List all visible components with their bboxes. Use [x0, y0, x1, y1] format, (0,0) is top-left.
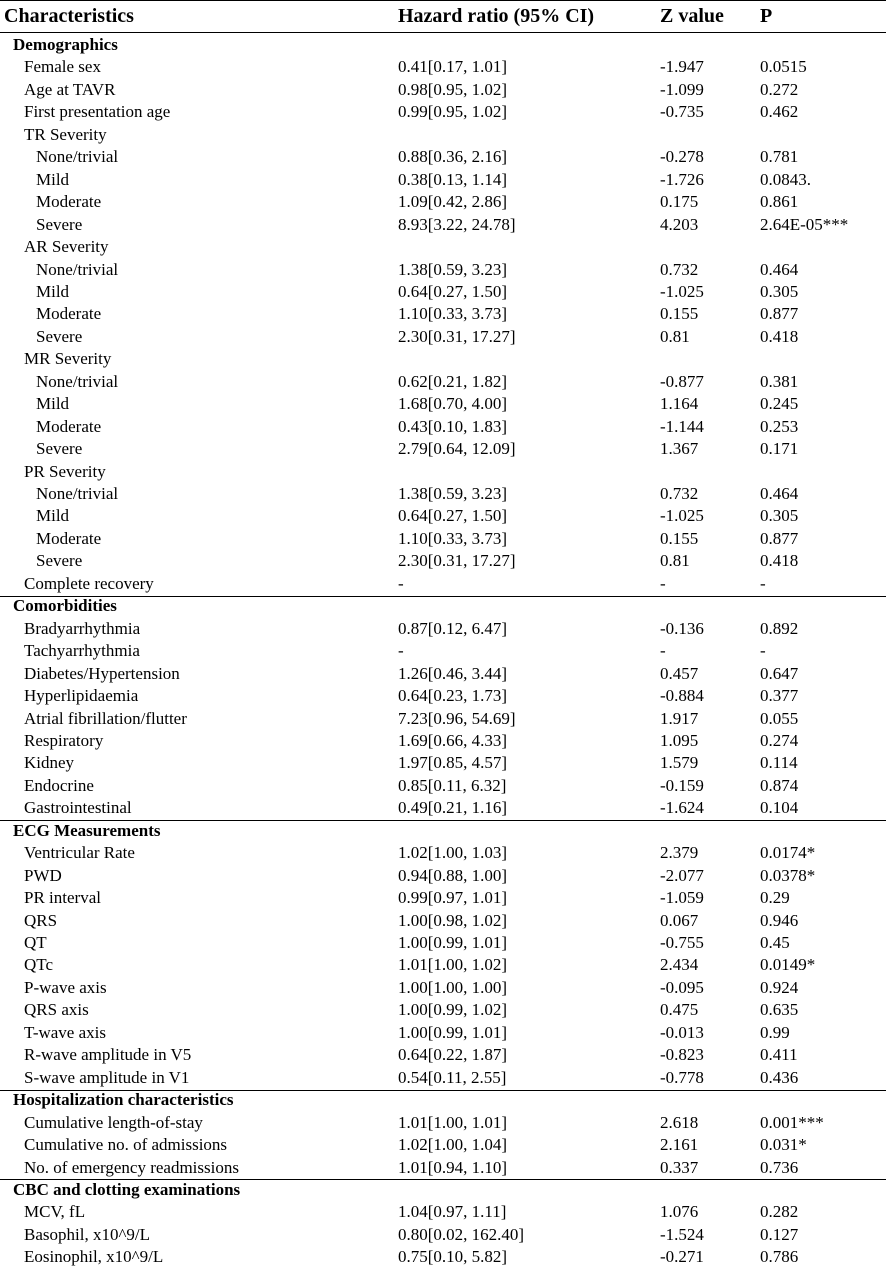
z-value-cell: -0.884 — [660, 686, 704, 706]
row-label: None/trivial — [36, 147, 119, 167]
z-value-cell: -1.059 — [660, 888, 704, 908]
z-value-cell: -0.877 — [660, 371, 704, 391]
p-value-cell: 0.464 — [760, 259, 799, 279]
section-heading-row — [0, 1089, 886, 1112]
section-rule — [0, 1090, 886, 1091]
hazard-ratio-cell: 1.69[0.66, 4.33] — [398, 730, 508, 750]
row-label: Moderate — [36, 416, 102, 436]
row-label: T-wave axis — [24, 1022, 106, 1042]
z-value-cell: 1.164 — [660, 394, 699, 414]
row-label: None/trivial — [36, 371, 119, 391]
table-row — [0, 1112, 886, 1135]
p-value-cell: - — [760, 641, 766, 661]
hazard-ratio-cell: 0.38[0.13, 1.14] — [398, 169, 508, 189]
p-value-cell: 0.861 — [760, 192, 799, 212]
table-row — [0, 887, 886, 910]
row-label: Atrial fibrillation/flutter — [24, 708, 187, 728]
row-label: S-wave amplitude in V1 — [24, 1067, 190, 1087]
row-label: Kidney — [24, 753, 75, 773]
hazard-ratio-cell: 0.88[0.36, 2.16] — [398, 147, 508, 167]
row-label: QT — [24, 933, 47, 952]
table-row — [0, 303, 886, 326]
table-row — [0, 1067, 886, 1090]
hazard-ratio-cell: 0.99[0.97, 1.01] — [398, 888, 508, 908]
row-label: Diabetes/Hypertension — [24, 663, 180, 683]
z-value-cell: -0.823 — [660, 1045, 704, 1065]
p-value-cell: 0.171 — [760, 439, 799, 459]
z-value-cell: -1.025 — [660, 281, 704, 301]
row-label: None/trivial — [36, 259, 119, 279]
row-label: Moderate — [36, 192, 102, 212]
hazard-ratio-cell: 2.79[0.64, 12.09] — [398, 439, 516, 459]
hazard-ratio-cell: 1.00[0.98, 1.02] — [398, 910, 508, 930]
table-row — [0, 573, 886, 596]
table-row — [0, 730, 886, 753]
p-value-cell: 0.874 — [760, 775, 799, 795]
hazard-ratio-cell: 1.02[1.00, 1.03] — [398, 843, 508, 863]
table-row — [0, 461, 886, 484]
z-value-cell: 0.155 — [660, 304, 699, 324]
row-label: No. of emergency readmissions — [24, 1157, 239, 1177]
row-label: Basophil, x10^9/L — [24, 1224, 151, 1244]
hazard-ratio-cell: 0.75[0.10, 5.82] — [398, 1247, 508, 1267]
section-heading-row — [0, 595, 886, 618]
hazard-ratio-cell: 0.80[0.02, 162.40] — [398, 1224, 525, 1244]
table-row — [0, 124, 886, 147]
row-label: PR Severity — [24, 461, 106, 481]
hazard-ratio-cell: 8.93[3.22, 24.78] — [398, 214, 516, 234]
hazard-ratio-cell: 1.01[0.94, 1.10] — [398, 1157, 508, 1177]
hazard-ratio-cell: 0.64[0.27, 1.50] — [398, 281, 508, 301]
z-value-cell: -0.136 — [660, 618, 704, 638]
table-row — [0, 1134, 886, 1157]
p-value-cell: 0.305 — [760, 281, 799, 301]
p-value-cell: 0.786 — [760, 1247, 799, 1267]
p-value-cell: 0.104 — [760, 798, 799, 818]
hazard-ratio-cell: 1.10[0.33, 3.73] — [398, 304, 508, 324]
hazard-ratio-cell: 0.94[0.88, 1.00] — [398, 865, 508, 885]
row-label: Respiratory — [24, 730, 104, 750]
table-row — [0, 1044, 886, 1067]
hazard-ratio-cell: 1.97[0.85, 4.57] — [398, 753, 508, 773]
section-heading-row — [0, 1179, 886, 1202]
p-value-cell: 0.418 — [760, 551, 799, 571]
row-label: Tachyarrhythmia — [24, 641, 140, 661]
p-value-cell: 0.381 — [760, 371, 799, 391]
table-header — [0, 0, 886, 33]
p-value-cell: 0.282 — [760, 1202, 799, 1222]
p-value-cell: 0.031* — [760, 1135, 807, 1155]
table-row — [0, 79, 886, 102]
p-value-cell: 0.0174* — [760, 843, 816, 863]
row-label: None/trivial — [36, 484, 119, 503]
table-row — [0, 618, 886, 641]
hazard-ratio-cell: - — [398, 573, 404, 593]
z-value-cell: 0.732 — [660, 484, 699, 503]
section-heading: CBC and clotting examinations — [13, 1179, 241, 1199]
table-row — [0, 371, 886, 394]
table-row — [0, 640, 886, 663]
z-value-cell: - — [660, 573, 666, 593]
z-value-cell: -1.025 — [660, 506, 704, 526]
table-row — [0, 865, 886, 888]
p-value-cell: 0.127 — [760, 1224, 799, 1244]
table-row — [0, 146, 886, 169]
row-label: QRS — [24, 910, 58, 930]
row-label: TR Severity — [24, 124, 107, 144]
p-value-cell: 0.055 — [760, 708, 799, 728]
p-value-cell: 0.0515 — [760, 57, 807, 77]
row-label: Moderate — [36, 304, 102, 324]
row-label: PWD — [24, 865, 62, 885]
p-value-cell: 0.0149* — [760, 955, 816, 975]
table-row — [0, 528, 886, 551]
p-value-cell: 0.274 — [760, 730, 799, 750]
z-value-cell: 4.203 — [660, 214, 699, 234]
hazard-ratio-cell: 1.00[1.00, 1.00] — [398, 977, 508, 997]
table-row — [0, 438, 886, 461]
p-value-cell: 0.0843. — [760, 169, 811, 189]
z-value-cell: 0.457 — [660, 663, 699, 683]
z-value-cell: 1.917 — [660, 708, 699, 728]
hazard-ratio-cell: 0.54[0.11, 2.55] — [398, 1067, 507, 1087]
z-value-cell: 2.434 — [660, 955, 699, 975]
section-heading: Hospitalization characteristics — [13, 1090, 234, 1110]
z-value-cell: 1.579 — [660, 753, 699, 773]
hazard-ratio-cell: 1.02[1.00, 1.04] — [398, 1135, 508, 1155]
hazard-ratio-cell: 0.99[0.95, 1.02] — [398, 102, 508, 122]
row-label: Gastrointestinal — [24, 798, 132, 818]
header-hazard-ratio: Hazard ratio (95% CI) — [398, 5, 595, 27]
row-label: MR Severity — [24, 349, 112, 369]
p-value-cell: 0.411 — [760, 1045, 798, 1065]
p-value-cell: 0.946 — [760, 910, 799, 930]
row-label: Eosinophil, x10^9/L — [24, 1247, 164, 1267]
table-row — [0, 393, 886, 416]
row-label: PR interval — [24, 888, 101, 908]
table-row — [0, 1022, 886, 1045]
p-value-cell: 0.418 — [760, 326, 799, 346]
p-value-cell: 0.272 — [760, 79, 799, 99]
hazard-ratio-cell: 1.38[0.59, 3.23] — [398, 259, 508, 279]
z-value-cell: 0.175 — [660, 192, 699, 212]
header-characteristics: Characteristics — [4, 5, 134, 27]
row-label: Age at TAVR — [24, 79, 116, 99]
table-row — [0, 999, 886, 1022]
hazard-ratio-cell: 1.00[0.99, 1.01] — [398, 1022, 508, 1042]
z-value-cell: -1.947 — [660, 57, 704, 77]
z-value-cell: 0.337 — [660, 1157, 699, 1177]
section-heading: Comorbidities — [13, 596, 117, 616]
hazard-ratio-cell: 0.49[0.21, 1.16] — [398, 798, 508, 818]
section-rule — [0, 1179, 886, 1180]
p-value-cell: 0.462 — [760, 102, 799, 122]
z-value-cell: -1.726 — [660, 169, 704, 189]
p-value-cell: 0.0378* — [760, 865, 816, 885]
z-value-cell: 2.618 — [660, 1112, 699, 1132]
hazard-ratio-cell: 1.26[0.46, 3.44] — [398, 663, 508, 683]
table-row — [0, 101, 886, 124]
p-value-cell: 0.877 — [760, 304, 799, 324]
row-label: P-wave axis — [24, 977, 107, 997]
hazard-ratio-cell: 1.04[0.97, 1.11] — [398, 1202, 507, 1222]
z-value-cell: 0.81 — [660, 326, 690, 346]
table-row — [0, 977, 886, 1000]
z-value-cell: -0.095 — [660, 977, 704, 997]
z-value-cell: -0.013 — [660, 1022, 704, 1042]
table-row — [0, 191, 886, 214]
z-value-cell: -1.144 — [660, 416, 704, 436]
z-value-cell: 1.367 — [660, 439, 699, 459]
row-label: Mild — [36, 394, 70, 414]
hazard-ratio-cell: 1.68[0.70, 4.00] — [398, 394, 508, 414]
row-label: R-wave amplitude in V5 — [24, 1045, 192, 1065]
hazard-ratio-cell: 1.00[0.99, 1.02] — [398, 1000, 508, 1020]
z-value-cell: -0.278 — [660, 147, 704, 167]
row-label: Mild — [36, 169, 70, 189]
table-row — [0, 214, 886, 237]
row-label: Hyperlipidaemia — [24, 686, 139, 706]
table-row — [0, 954, 886, 977]
table-row — [0, 483, 886, 506]
hazard-ratio-cell: 7.23[0.96, 54.69] — [398, 708, 516, 728]
table-row — [0, 1246, 886, 1269]
hazard-ratio-cell: 2.30[0.31, 17.27] — [398, 326, 516, 346]
p-value-cell: 2.64E-05*** — [760, 214, 849, 234]
section-rule — [0, 820, 886, 821]
z-value-cell: -2.077 — [660, 865, 704, 885]
section-heading: Demographics — [13, 35, 118, 54]
table-row — [0, 685, 886, 708]
hazard-ratio-cell: 1.09[0.42, 2.86] — [398, 192, 508, 212]
hazard-ratio-cell: - — [398, 641, 404, 661]
hazard-ratio-cell: 2.30[0.31, 17.27] — [398, 551, 516, 571]
hazard-ratio-cell: 0.43[0.10, 1.83] — [398, 416, 508, 436]
section-heading-row — [0, 820, 886, 843]
table-row — [0, 505, 886, 528]
hazard-ratio-cell: 0.98[0.95, 1.02] — [398, 79, 508, 99]
p-value-cell: 0.45 — [760, 933, 790, 952]
p-value-cell: 0.245 — [760, 394, 799, 414]
p-value-cell: 0.377 — [760, 686, 799, 706]
p-value-cell: 0.736 — [760, 1157, 799, 1177]
row-label: Mild — [36, 281, 70, 301]
p-value-cell: 0.635 — [760, 1000, 799, 1020]
table-row — [0, 1157, 886, 1180]
z-value-cell: -0.735 — [660, 102, 704, 122]
p-value-cell: 0.29 — [760, 888, 790, 908]
z-value-cell: -0.159 — [660, 775, 704, 795]
row-label: Cumulative no. of admissions — [24, 1135, 228, 1155]
table-row — [0, 550, 886, 573]
row-label: Ventricular Rate — [24, 843, 135, 863]
z-value-cell: 2.379 — [660, 843, 699, 863]
row-label: Moderate — [36, 528, 102, 548]
p-value-cell: 0.877 — [760, 528, 799, 548]
row-label: QTc — [24, 955, 54, 975]
row-label: Bradyarrhythmia — [24, 618, 141, 638]
table-row — [0, 1224, 886, 1247]
table-row — [0, 416, 886, 439]
z-value-cell: 0.155 — [660, 528, 699, 548]
hazard-ratio-cell: 0.64[0.23, 1.73] — [398, 686, 508, 706]
table-row — [0, 708, 886, 731]
hazard-ratio-cell: 0.64[0.27, 1.50] — [398, 506, 508, 526]
table-row — [0, 259, 886, 282]
z-value-cell: -1.099 — [660, 79, 704, 99]
z-value-cell: 0.067 — [660, 910, 699, 930]
row-label: Female sex — [24, 57, 101, 77]
row-label: Mild — [36, 506, 70, 526]
p-value-cell: 0.781 — [760, 147, 799, 167]
table-row — [0, 169, 886, 192]
row-label: QRS axis — [24, 1000, 89, 1020]
table-row — [0, 663, 886, 686]
p-value-cell: 0.464 — [760, 484, 799, 503]
z-value-cell: 0.81 — [660, 551, 690, 571]
hazard-ratio-cell: 0.62[0.21, 1.82] — [398, 371, 508, 391]
table-row — [0, 56, 886, 79]
z-value-cell: 1.095 — [660, 730, 699, 750]
hazard-ratio-cell: 1.10[0.33, 3.73] — [398, 528, 508, 548]
p-value-cell: - — [760, 573, 766, 593]
p-value-cell: 0.647 — [760, 663, 799, 683]
row-label: First presentation age — [24, 102, 171, 122]
row-label: Severe — [36, 326, 83, 346]
p-value-cell: 0.253 — [760, 416, 799, 436]
p-value-cell: 0.892 — [760, 618, 799, 638]
hazard-ratio-cell: 1.01[1.00, 1.01] — [398, 1112, 508, 1132]
z-value-cell: 0.732 — [660, 259, 699, 279]
table-row — [0, 910, 886, 933]
p-value-cell: 0.436 — [760, 1067, 799, 1087]
z-value-cell: 0.475 — [660, 1000, 699, 1020]
z-value-cell: -0.271 — [660, 1247, 704, 1267]
row-label: AR Severity — [24, 237, 109, 257]
header-p: P — [760, 5, 773, 27]
section-heading: ECG Measurements — [13, 820, 161, 840]
row-label: Severe — [36, 551, 83, 571]
z-value-cell: - — [660, 641, 666, 661]
hazard-ratio-cell: 0.85[0.11, 6.32] — [398, 775, 507, 795]
row-label: Endocrine — [24, 775, 94, 795]
section-heading-row — [0, 34, 886, 57]
row-label: Severe — [36, 214, 83, 234]
p-value-cell: 0.001*** — [760, 1112, 824, 1132]
table-row — [0, 752, 886, 775]
p-value-cell: 0.924 — [760, 977, 799, 997]
z-value-cell: 1.076 — [660, 1202, 699, 1222]
hazard-ratio-cell: 0.41[0.17, 1.01] — [398, 57, 508, 77]
table-row — [0, 932, 886, 955]
table-row — [0, 1201, 886, 1224]
table-row — [0, 842, 886, 865]
row-label: Complete recovery — [24, 573, 154, 593]
row-label: Cumulative length-of-stay — [24, 1112, 203, 1132]
row-label: MCV, fL — [24, 1202, 86, 1222]
table-row — [0, 326, 886, 349]
hazard-ratio-cell: 0.64[0.22, 1.87] — [398, 1045, 508, 1065]
hazard-ratio-cell: 1.00[0.99, 1.01] — [398, 933, 508, 952]
hazard-ratio-cell: 1.38[0.59, 3.23] — [398, 484, 508, 503]
z-value-cell: -0.755 — [660, 933, 704, 952]
header-z-value: Z value — [660, 5, 724, 27]
z-value-cell: -1.524 — [660, 1224, 704, 1244]
row-label: Severe — [36, 439, 83, 459]
header-rule — [0, 32, 886, 33]
table-row — [0, 775, 886, 798]
p-value-cell: 0.99 — [760, 1022, 790, 1042]
table-row — [0, 348, 886, 371]
table-row — [0, 797, 886, 820]
hazard-ratio-cell: 0.87[0.12, 6.47] — [398, 618, 508, 638]
z-value-cell: -0.778 — [660, 1067, 704, 1087]
table-row — [0, 281, 886, 304]
table-row — [0, 236, 886, 259]
section-rule — [0, 596, 886, 597]
p-value-cell: 0.114 — [760, 753, 798, 773]
z-value-cell: 2.161 — [660, 1135, 699, 1155]
hazard-ratio-cell: 1.01[1.00, 1.02] — [398, 955, 508, 975]
z-value-cell: -1.624 — [660, 798, 704, 818]
p-value-cell: 0.305 — [760, 506, 799, 526]
